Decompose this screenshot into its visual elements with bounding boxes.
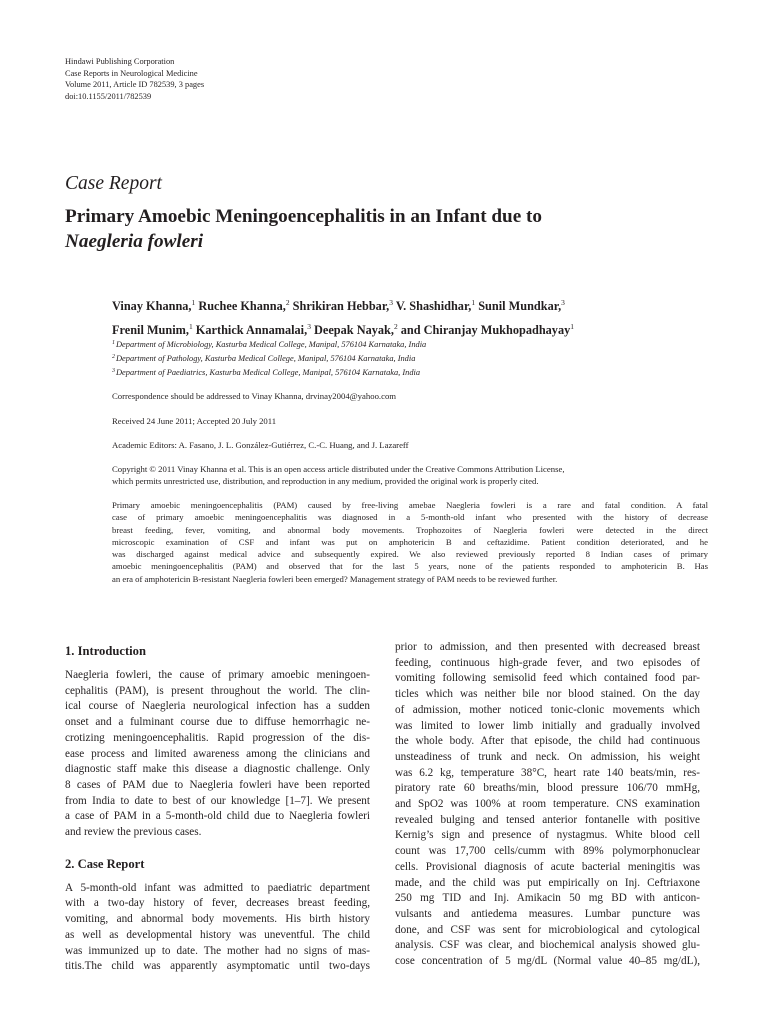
abstract-line: microscopic examination of CSF and infant was put on amphotericin B and ceftazidime. Patient condition deteriorated, and he [112,536,708,547]
body-line: vomiting, and abnormal body movements. His birth history [65,913,370,926]
body-line: and review the previous cases. [65,826,202,839]
author-affiliation-marker: 2 [285,298,290,307]
body-line: the whole body. After that episode, the child had continuous [395,735,700,748]
author-name: Frenil Munim, [112,322,189,337]
body-line: Kernig’s sign and presence of nystagmus. White blood cell [395,829,700,842]
body-line: from India to date to best of our knowledge [1–7]. We present [65,794,370,807]
received-accepted-dates: Received 24 June 2011; Accepted 20 July 2011 [112,416,277,426]
affiliation: $^3$Department of Paediatrics, Kasturba Medical College, Manipal, 576104 Karnataka, India [112,368,421,377]
abstract-line: an era of amphotericin B-resistant Naegleria fowleri been emerged? Management strategy of PAM needs to be reviewed further. [112,573,558,584]
copyright-line-2: which permits unrestricted use, distribution, and reproduction in any medium, provided the original work is properly cited. [112,476,539,486]
abstract-line: case of primary amoebic meningoencephalitis was diagnosed in a 5-month-old infant who presented with the history of decrease [112,512,708,523]
body-line: made, and the child was put empirically on Inj. Ceftriaxone [395,876,700,889]
article-type: Case Report [65,173,162,194]
author-affiliation-marker: 3 [307,321,311,331]
affiliation-list [112,337,426,379]
body-line: ical course of Naegleria neurological infection has a sudden [65,700,370,713]
body-line: vomiting following semisolid feed which contained food par- [395,672,700,685]
body-line: unsteadiness of trunk and neck. On admission, his weight [395,750,700,763]
academic-editors: Academic Editors: A. Fasano, J. L. González-Gutiérrez, C.-C. Huang, and J. Lazareff [112,440,409,450]
correspondence-line: Correspondence should be addressed to Vinay Khanna, drvinay2004@yahoo.com [112,391,397,401]
body-line: done, and CSF was sent for microbiological and cytological [395,923,700,936]
journal-header [65,56,204,102]
author-affiliation-marker: 1 [471,298,476,307]
volume-info: Volume 2011, Article ID 782539, 3 pages [65,80,205,89]
affiliation: $^1$Department of Microbiology, Kasturba Medical College, Manipal, 576104 Karnataka, India [112,340,427,349]
author-name: and Chiranjay Mukhopadhayay [397,322,571,337]
body-line: Naegleria fowleri, the cause of primary amoebic meningoen- [65,669,370,681]
abstract-line: amoebic meningoencephalitis (PAM) and observed that for the last 5 years, none of the patients responded to amphotericin B. Has [112,561,708,572]
body-line: diagnostic staff make this disease a diagnostic challenge. Only [65,763,370,776]
author-affiliation-marker: 3 [389,298,393,307]
author-list [112,293,712,340]
body-line: revealed bulging and tensed anterior fontanelle with positive [395,813,700,826]
author-affiliation-marker: 3 [561,298,565,307]
abstract-line: was discharged against medical advice and subsequently expired. We also reviewed previously reported 8 Indian cases of primary [112,549,708,560]
left-column [65,642,370,975]
body-line: with a two-day history of fever, decreases breast feeding, [65,897,370,910]
article-title [65,204,705,254]
section-heading-introduction: 1. Introduction [65,644,146,658]
journal-name: Case Reports in Neurological Medicine [65,68,198,78]
author-name: Ruchee Khanna, [195,299,286,313]
right-column [395,640,700,970]
body-line: cose concentration of 5 mg/dL (Normal value 40–85 mg/dL), [395,955,700,968]
author-name: Deepak Nayak, [310,322,394,337]
body-line: A 5-month-old infant was admitted to paediatric department [65,881,370,894]
title-line-1: Primary Amoebic Meningoencephalitis in an Infant due to [65,206,543,227]
body-line: count was 17,700 cells/cumm with 89% polymorphonuclear [395,845,700,858]
author-name: Karthick Annamalai, [192,322,308,337]
body-line: titis.The child was apparently asymptomatic until two-days [65,960,370,973]
body-line: feeding, continuous high-grade fever, and two episodes of [395,656,700,669]
body-line: ticles which was neither bile nor blood stained. On the day [395,688,700,701]
body-line: was limited to lower limb initially and gradually involved [395,719,700,732]
author-line-1 [112,293,712,317]
author-affiliation-marker: 1 [570,321,575,331]
author-name: V. Shashidhar, [392,299,472,313]
body-line: prior to admission, and then presented with decreased breast [395,641,700,653]
section-heading-case-report: 2. Case Report [65,856,145,871]
author-name: Vinay Khanna, [112,299,192,313]
body-line: of admission, mother noticed tonic-clonic movements which [395,703,700,716]
author-name: Shrikiran Hebbar, [289,299,390,313]
body-line: and SpO2 was 100% at room temperature. CNS examination [395,798,700,811]
abstract [112,499,708,585]
body-line: analysis. CSF was clear, and biochemical analysis showed glu- [395,939,700,952]
body-line: 250 mg TID and Inj. Amikacin 50 mg BD with anticon- [395,892,700,905]
abstract-line: breast feeding, fever, vomiting, and abnormal body movements. Trophozoites of Naegleria fowleri were detected in the direct [112,524,708,535]
title-line-2: Naegleria fowleri [65,231,204,252]
copyright-line-1: Copyright © 2011 Vinay Khanna et al. This is an open access article distributed under the Creative Commons Attribution License, [112,464,565,474]
body-line: was 6.2 kg, temperature 38°C, heart rate 140 beats/min, res- [395,766,700,779]
body-line: vulsants and antiedema measures. Lumbar puncture was [395,907,700,920]
body-line: 8 cases of PAM due to Naegleria fowleri have been reported [65,778,370,791]
doi: doi:10.1155/2011/782539 [65,91,152,101]
body-line: crotizing meningoencephalitis. Rapid progression of the dis- [65,731,370,744]
body-line: onset and a fulminant course due to diffuse hemorrhagic ne- [65,716,370,729]
author-affiliation-marker: 1 [191,298,196,307]
author-name: Sunil Mundkar, [475,299,562,313]
body-line: cells. Provisional diagnosis of acute bacterial meningitis was [395,860,700,873]
author-affiliation-marker: 2 [393,321,398,331]
body-line: a case of PAM in a 5-month-old child due to Naegleria fowleri [65,810,370,823]
body-line: as well as developmental history was uneventful. The child [65,928,370,941]
author-affiliation-marker: 1 [188,321,193,331]
body-line: cephalitis (PAM), is present throughout the world. The clin- [65,684,370,697]
affiliation: $^2$Department of Pathology, Kasturba Medical College, Manipal, 576104 Karnataka, India [112,354,416,363]
abstract-line: Primary amoebic meningoencephalitis (PAM) caused by free-living amebae Naegleria fowleri is a rare and fatal condition. A fatal [112,500,708,510]
publisher-name: Hindawi Publishing Corporation [65,57,175,66]
body-line: piratory rate 60 breaths/min, blood pressure 106/70 mmHg, [395,782,700,795]
body-line: ease process and limited awareness among the clinicians and [65,747,370,760]
body-line: was immunized up to date. The mother had no signs of mas- [65,944,370,957]
